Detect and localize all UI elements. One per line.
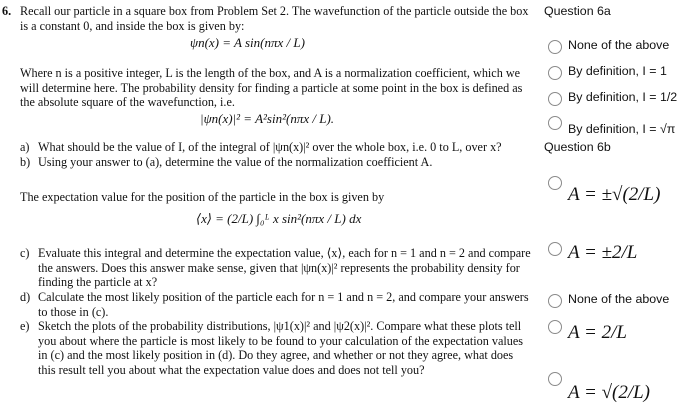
q6a-option-i-equals-1[interactable] [544,62,694,84]
question-e-label: e) [20,319,30,333]
problem-number: 6. [2,4,12,18]
wavefunction-equation-text: ψn(x) = A sin(nπx / L) [190,35,305,50]
question-e-text: Sketch the plots of the probability distributions, |ψ1(x)|² and |ψ2(x)|². Compare what these plots tell you about where the particle is most likely to be found to your calculation of the expectation values in (c) and the most likely position in (d). Do they agree, and whether or not they agree, what does this result tell you about what the expectation value does and does not tell you? [38,319,523,377]
radio-button[interactable] [548,320,562,334]
q6b-option-plusminus-root-label: A = ±√(2/L) [568,184,661,205]
question-d-label: d) [20,290,31,304]
radio-button[interactable] [548,372,562,386]
radio-button[interactable] [548,92,562,106]
question-d-text: Calculate the most likely position of the particle each for n = 1 and n = 2, and compare your answers to those in (c). [38,290,529,319]
q6a-option-i-equals-1-label: By definition, I = 1 [568,64,667,78]
density-equation-text: |ψn(x)|² = A²sin²(nπx / L). [200,111,335,126]
q6b-option-plusminus-fraction-label: A = ±2/L [568,242,638,263]
q6b-option-root[interactable] [544,370,694,410]
question-c-label: c) [20,246,30,260]
q6b-option-root-label: A = √(2/L) [568,382,651,403]
q6b-option-plusminus-fraction[interactable] [544,238,694,268]
q6b-option-none-label: None of the above [568,292,670,306]
radio-button[interactable] [548,294,562,308]
radio-button[interactable] [548,176,562,190]
q6a-option-i-equals-half-label: By definition, I = 1/2 [568,90,678,104]
question-b-text: Using your answer to (a), determine the value of the normalization coefficient A. [38,155,433,169]
problem-intro: Recall our particle in a square box from Problem Set 2. The wavefunction of the particle outside the box is a constant 0, and inside the box is given by: [20,4,529,33]
where-text: Where n is a positive integer, L is the length of the box, and A is a normalization coefficient, which we will determine here. The probability density for finding a particle at some point in the box is defined as the absolute square of the wavefunction, i.e. [20,66,523,109]
q6a-option-i-equals-root-pi[interactable] [544,114,694,136]
radio-button[interactable] [548,40,562,54]
q6a-option-none-label: None of the above [568,38,670,52]
q6a-option-none[interactable] [544,36,694,58]
q6b-option-fraction-label: A = 2/L [568,322,627,343]
question-6b-title: Question 6b [544,140,611,154]
answer-panel [540,0,700,420]
expectation-equation [196,212,361,227]
radio-button[interactable] [548,66,562,80]
question-a-label: a) [20,140,30,154]
radio-button[interactable] [548,242,562,256]
density-equation [200,112,334,127]
q6b-option-fraction[interactable] [544,318,694,348]
wavefunction-equation [190,36,305,51]
radio-button[interactable] [548,116,562,130]
question-b-label: b) [20,155,31,169]
question-c-text: Evaluate this integral and determine the expectation value, ⟨x⟩, each for n = 1 and n = 2 and compare the answers. Does this answer make sense, given that |ψn(x)|² represents the probability density for finding the particle at x? [38,246,531,289]
expectation-intro: The expectation value for the position of the particle in the box is given by [20,190,385,204]
q6a-option-i-equals-half[interactable] [544,88,694,110]
q6b-option-plusminus-root[interactable] [544,174,694,214]
q6b-option-none[interactable] [544,290,694,312]
question-a-text: What should be the value of I, of the integral of |ψn(x)|² over the whole box, i.e. 0 to L, over x? [38,140,502,154]
expectation-equation-text: ⟨x⟩ = (2/L) ∫₀ᴸ x sin²(nπx / L) dx [196,211,362,226]
q6a-option-i-equals-root-pi-label: By definition, I = √π [568,122,676,136]
question-6a-title: Question 6a [544,4,611,18]
